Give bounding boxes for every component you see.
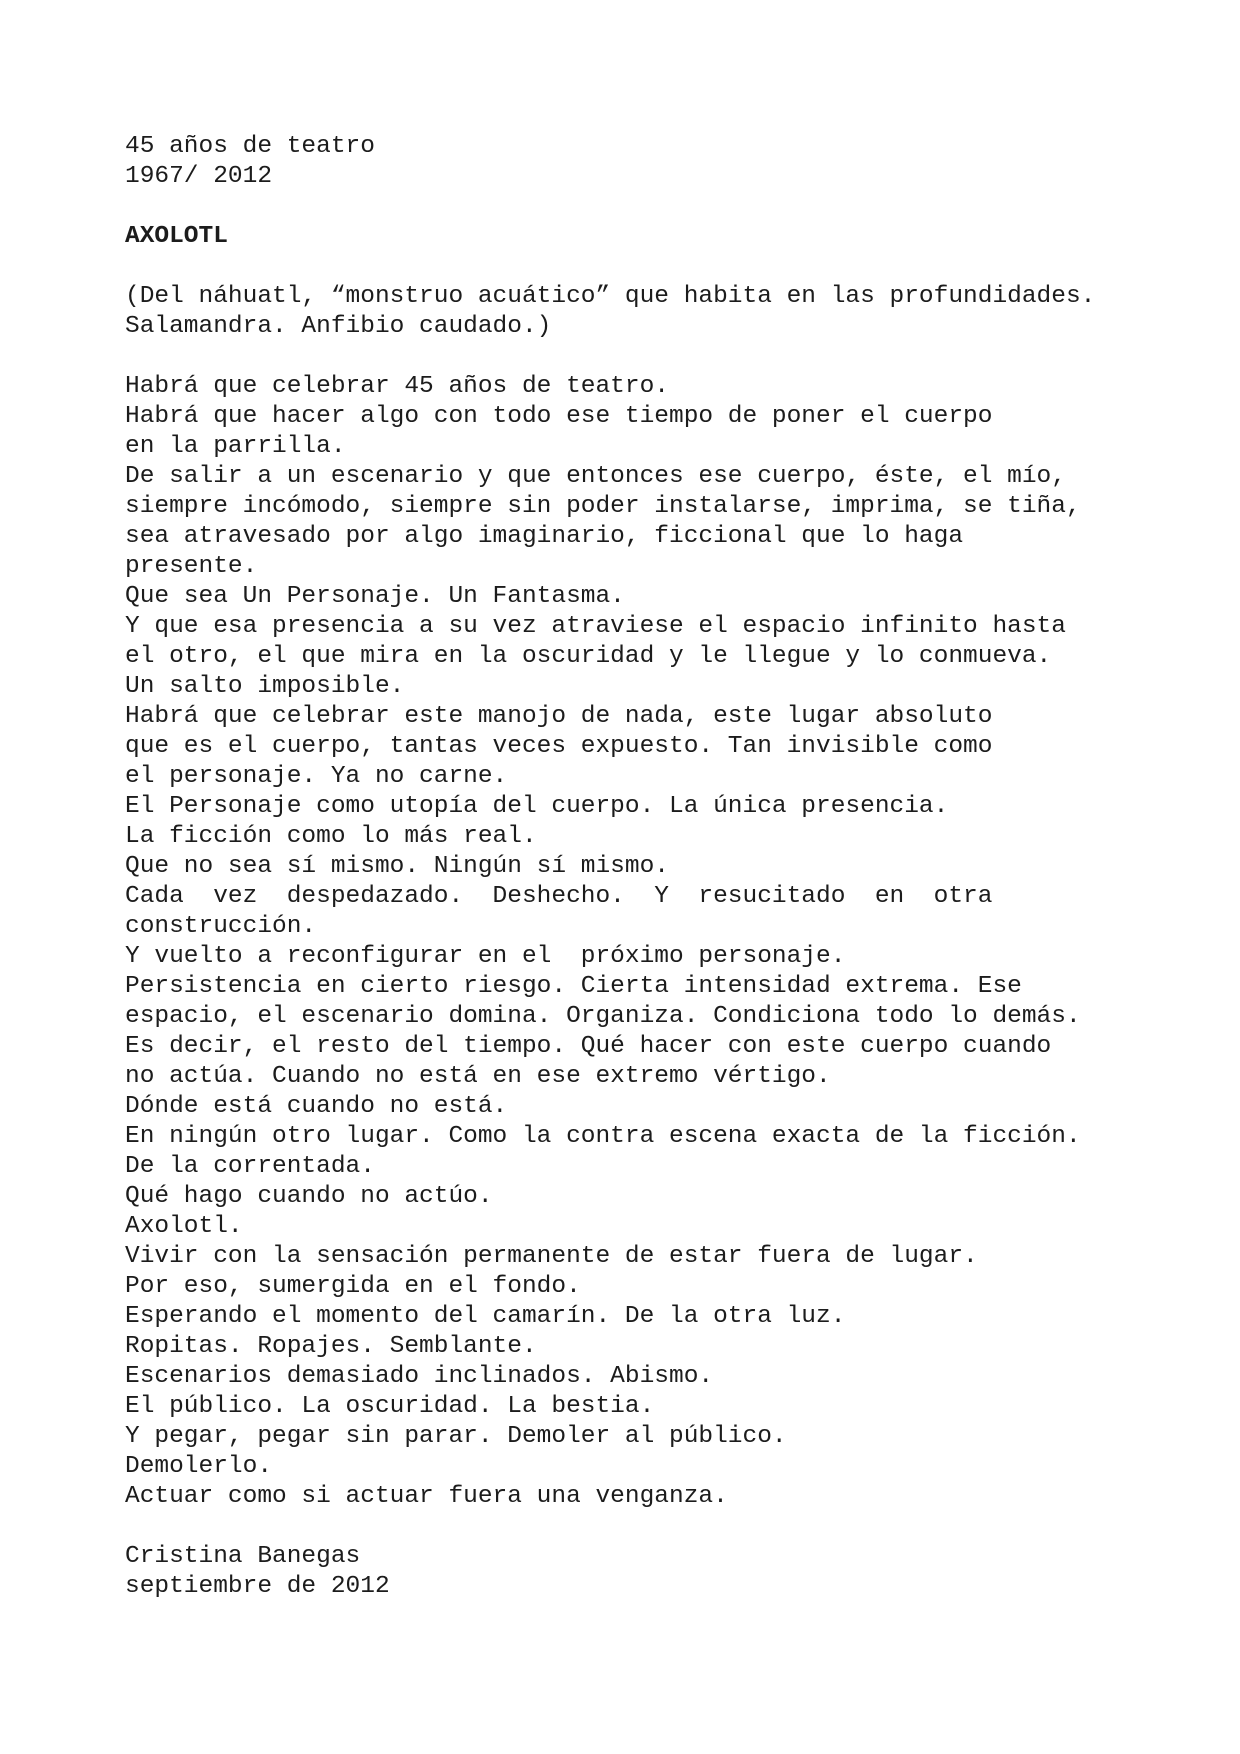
body-line: La ficción como lo más real.	[125, 823, 537, 850]
epigraph	[125, 282, 1145, 342]
body-line: Demolerlo.	[125, 1453, 273, 1480]
body-line: De salir a un escenario y que entonces ese cuerpo, éste, el mío,	[125, 463, 1066, 490]
body-line: sea atravesado por algo imaginario, ficcional que lo haga	[125, 523, 964, 550]
body-line: Y pegar, pegar sin parar. Demoler al público.	[125, 1423, 787, 1450]
spacer	[125, 1512, 1145, 1542]
body-line: Y que esa presencia a su vez atraviese el espacio infinito hasta	[125, 613, 1066, 640]
body-line: El público. La oscuridad. La bestia.	[125, 1393, 655, 1420]
spacer	[125, 342, 1145, 372]
body-text	[125, 372, 1145, 1512]
body-line: en la parrilla.	[125, 433, 346, 460]
body-line: Ropitas. Ropajes. Semblante.	[125, 1333, 537, 1360]
body-line: Qué hago cuando no actúo.	[125, 1183, 493, 1210]
body-line: Esperando el momento del camarín. De la otra luz.	[125, 1303, 846, 1330]
body-line: Habrá que celebrar 45 años de teatro.	[125, 373, 669, 400]
body-line: Persistencia en cierto riesgo. Cierta intensidad extrema. Ese	[125, 973, 1022, 1000]
body-line: no actúa. Cuando no está en ese extremo vértigo.	[125, 1063, 831, 1090]
signature-date: septiembre de 2012	[125, 1573, 390, 1600]
header-line-1: 45 años de teatro	[125, 133, 375, 160]
body-line: Dónde está cuando no está.	[125, 1093, 508, 1120]
epigraph-line: Salamandra. Anfibio caudado.)	[125, 313, 552, 340]
body-line: Y vuelto a reconfigurar en el próximo personaje.	[125, 943, 846, 970]
header-line-2: 1967/ 2012	[125, 163, 273, 190]
body-line: Por eso, sumergida en el fondo.	[125, 1273, 581, 1300]
spacer	[125, 252, 1145, 282]
body-line: Vivir con la sensación permanente de estar fuera de lugar.	[125, 1243, 978, 1270]
body-line: Es decir, el resto del tiempo. Qué hacer con este cuerpo cuando	[125, 1033, 1052, 1060]
body-line: Habrá que celebrar este manojo de nada, este lugar absoluto	[125, 703, 993, 730]
spacer	[125, 192, 1145, 222]
body-line: siempre incómodo, siempre sin poder instalarse, imprima, se tiña,	[125, 493, 1081, 520]
epigraph-line: (Del náhuatl, “monstruo acuático” que habita en las profundidades.	[125, 283, 1096, 310]
body-line: Un salto imposible.	[125, 673, 405, 700]
body-line: El Personaje como utopía del cuerpo. La única presencia.	[125, 793, 949, 820]
body-line: Que sea Un Personaje. Un Fantasma.	[125, 583, 625, 610]
body-line: el otro, el que mira en la oscuridad y le llegue y lo conmueva.	[125, 643, 1052, 670]
body-line: Habrá que hacer algo con todo ese tiempo de poner el cuerpo	[125, 403, 993, 430]
body-line: De la correntada.	[125, 1153, 375, 1180]
document-title: AXOLOTL	[125, 223, 228, 250]
body-line: Escenarios demasiado inclinados. Abismo.	[125, 1363, 714, 1390]
body-line: Cada vez despedazado. Deshecho. Y resucitado en otra	[125, 883, 993, 910]
signature-author: Cristina Banegas	[125, 1543, 361, 1570]
body-line: Axolotl.	[125, 1213, 243, 1240]
body-line: En ningún otro lugar. Como la contra escena exacta de la ficción.	[125, 1123, 1081, 1150]
body-line: el personaje. Ya no carne.	[125, 763, 508, 790]
body-line: que es el cuerpo, tantas veces expuesto. Tan invisible como	[125, 733, 993, 760]
body-line: espacio, el escenario domina. Organiza. Condiciona todo lo demás.	[125, 1003, 1081, 1030]
body-line: construcción.	[125, 913, 317, 940]
document-page	[125, 132, 1145, 1602]
body-line: presente.	[125, 553, 258, 580]
body-line: Actuar como si actuar fuera una venganza.	[125, 1483, 728, 1510]
body-line: Que no sea sí mismo. Ningún sí mismo.	[125, 853, 669, 880]
